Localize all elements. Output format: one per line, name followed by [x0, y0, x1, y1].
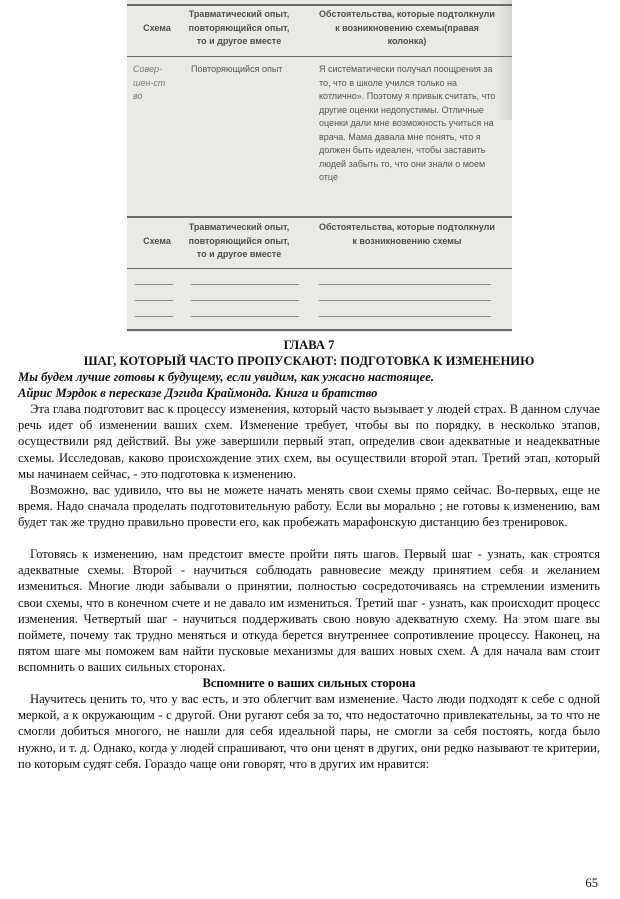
table-cell-circumstances: Я систематически получал поощрения за то, что в школе учился только на котлично». Поэтому я привык считать, что другие оценки недопустимы. Отличные оценки дали мне возможность учиться на врача. Мама давала мне понять, что я должен быть идеален, чтобы заставить людей забыть то, что они знали о моем отце: [319, 64, 496, 182]
table-cell-experience: Повторяющийся опыт: [191, 64, 283, 74]
blank-line: [319, 300, 491, 301]
table-mid-rule: [127, 216, 512, 218]
blank-line: [135, 300, 173, 301]
blank-line: [191, 300, 299, 301]
table2-header-circumstances: Обстоятельства, которые подтолкнули к возникновению схемы: [319, 222, 495, 246]
section-heading: Вспомните о ваших сильных сторона: [202, 676, 416, 690]
blank-line: [135, 316, 173, 317]
paragraph-2: Возможно, вас удивило, что вы не можете начать менять свои схемы прямо сейчас. Во-первых, еще не время. Надо сначала проделать подготовительную работу. Если вы морально ; не готовы к изменению, вам будет так же трудно правильно провести его, как пробежать марафонскую дистанцию без тренировок.: [18, 483, 600, 530]
table2-header-experience: Травматический опыт, повторяющийся опыт, то и другое вместе: [188, 222, 290, 259]
paragraph-1: Эта глава подготовит вас к процессу изменения, который часто вызывает у людей страх. В данном случае речь идет об изменении ваших схем. Изменение требует, чтобы вы по порядку, в несколько этапов, осуществили ряд действий. Вы уже завершили первый этап, определив свои адекватные и неадекватные схемы. Исследовав, каково происхождение этих схем, вы осуществили второй этап. Третий этап, который мы начинаем сейчас, - это подготовка к изменению.: [18, 402, 600, 481]
epigraph-quote: Мы будем лучше готовы к будущему, если увидим, как ужасно настоящее.: [18, 370, 434, 384]
table-header-schema: Схема: [143, 23, 171, 33]
table2-header-schema: Схема: [143, 236, 171, 246]
blank-line: [191, 284, 299, 285]
blank-line: [319, 284, 491, 285]
schema-table-image: [127, 0, 512, 332]
table-header-experience: Травматический опыт, повторяющийся опыт, то и другое вместе: [188, 9, 290, 46]
table-cell-schema: Совер-шен-ство: [133, 64, 166, 101]
blank-line: [191, 316, 299, 317]
chapter-number: ГЛАВА 7: [283, 338, 335, 352]
table-bottom-rule: [127, 329, 512, 331]
table-top-rule: [127, 4, 512, 6]
paragraph-3: Готовясь к изменению, нам предстоит вместе пройти пять шагов. Первый шаг - узнать, как строятся адекватные схемы. Второй - научиться соблюдать равновесие между принятием себя и желанием измениться. Многие люди забывали о принятии, полностью сосредоточиваясь на стремлении изменить свои схемы, что в конечном счете и не давало им измениться. Третий шаг - узнать, как происходит процесс изменения. Четвертый шаг - научиться поддерживать свою новую адекватную схему. На этом шаге вы поймете, почему так трудно меняться и откуда берется внутреннее сопротивление процессу. Наконец, на пятом шаге мы поможем вам найти пусковые механизмы для ваших новых схем. А для начала вам стоит вспомнить о ваших сильных сторонах.: [18, 547, 600, 675]
paragraph-4: Научитесь ценить то, что у вас есть, и это облегчит вам изменение. Часто люди подходят к себе с одной меркой, а к окружающим - с другой. Они ругают себя за то, что недостаточно привлекательны, за то что не смогли добиться многого, не нашли для себя идеальной пары, не смогли за себя постоять, когда было нужно, и т. д. Однако, когда у людей спрашивают, что они ценят в других, они редко называют те критерии, по которым судят себя. Гораздо чаще они говорят, что в других им нравится:: [18, 692, 600, 771]
table-header-circumstances: Обстоятельства, которые подтолкнули к возникновению схемы(правая колонка): [319, 9, 495, 46]
blank-line: [319, 316, 491, 317]
chapter-title: ШАГ, КОТОРЫЙ ЧАСТО ПРОПУСКАЮТ: ПОДГОТОВКА К ИЗМЕНЕНИЮ: [83, 354, 535, 368]
epigraph-source: Айрис Мэрдок в пересказе Дэгида Краймонда. Книга и братство: [18, 386, 378, 400]
table2-header-rule: [127, 268, 512, 269]
scan-edge-shadow: [496, 0, 512, 120]
blank-line: [135, 284, 173, 285]
page-number: 65: [585, 876, 598, 890]
table-header-rule: [127, 56, 512, 57]
